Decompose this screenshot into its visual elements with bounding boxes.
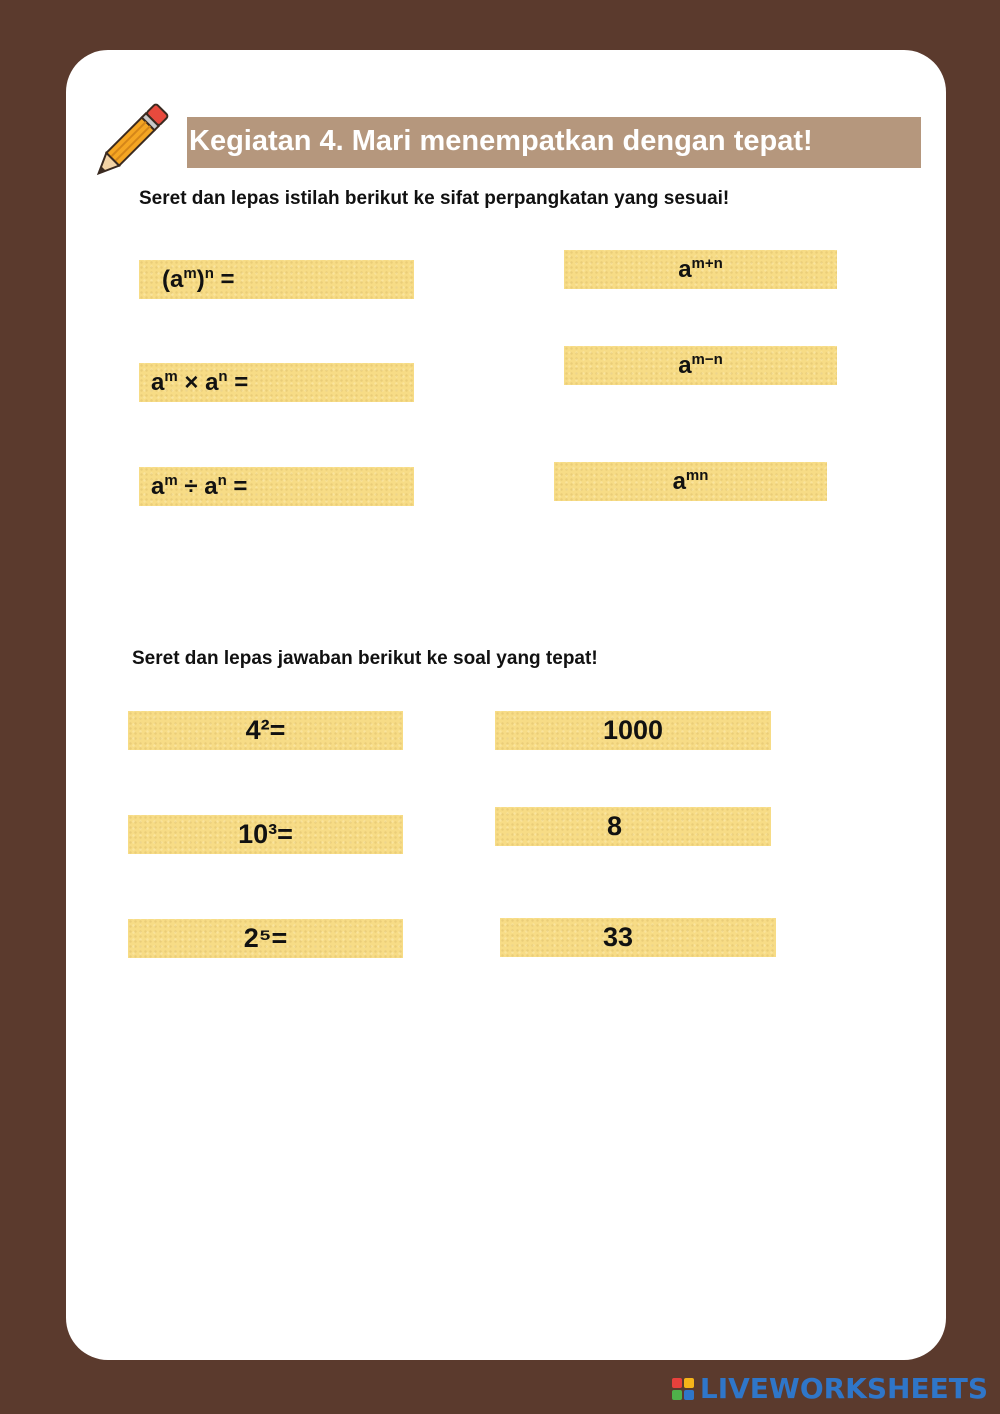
question-card-4-squared xyxy=(128,711,403,750)
question-card-10-cubed xyxy=(128,815,403,854)
draggable-answer-a-m-minus-n[interactable] xyxy=(564,346,837,385)
instruction-section-2: Seret dan lepas jawaban berikut ke soal yang tepat! xyxy=(132,648,598,669)
liveworksheets-logo xyxy=(672,1372,988,1405)
answer-text: 1000 xyxy=(602,715,664,745)
question-text: 10³= xyxy=(238,819,293,849)
draggable-answer-8[interactable] xyxy=(495,807,771,846)
question-card-multiplication xyxy=(139,363,414,402)
question-text: $a^m \div a^n$ = xyxy=(151,472,248,500)
instruction-section-1: Seret dan lepas istilah berikut ke sifat perpangkatan yang sesuai! xyxy=(139,188,730,209)
worksheet-page xyxy=(66,50,946,1360)
answer-text: 33 xyxy=(603,922,634,952)
question-card-division xyxy=(139,467,414,506)
draggable-answer-1000[interactable] xyxy=(495,711,771,750)
question-card-2-pow-5 xyxy=(128,919,403,958)
draggable-answer-a-mn[interactable] xyxy=(554,462,827,501)
question-text: $(a^m)^n$ = xyxy=(162,265,235,293)
answer-text: $a^{m+n}$ xyxy=(678,255,723,283)
logo-squares-icon xyxy=(672,1378,694,1400)
draggable-answer-a-m-plus-n[interactable] xyxy=(564,250,837,289)
draggable-answer-33[interactable] xyxy=(500,918,776,957)
question-text: $a^m \times a^n$ = xyxy=(151,368,249,396)
question-card-power-of-power xyxy=(139,260,414,299)
answer-text: $a^{m-n}$ xyxy=(678,351,723,379)
answer-text: 8 xyxy=(607,811,623,841)
pencil-icon xyxy=(84,98,174,188)
page-title: Kegiatan 4. Mari menempatkan dengan tepat! xyxy=(187,117,921,168)
question-text: 4²= xyxy=(245,715,286,745)
logo-text: LIVEWORKSHEETS xyxy=(699,1372,988,1405)
answer-text: $a^{mn}$ xyxy=(672,467,709,495)
question-text: 2⁵= xyxy=(243,923,288,953)
